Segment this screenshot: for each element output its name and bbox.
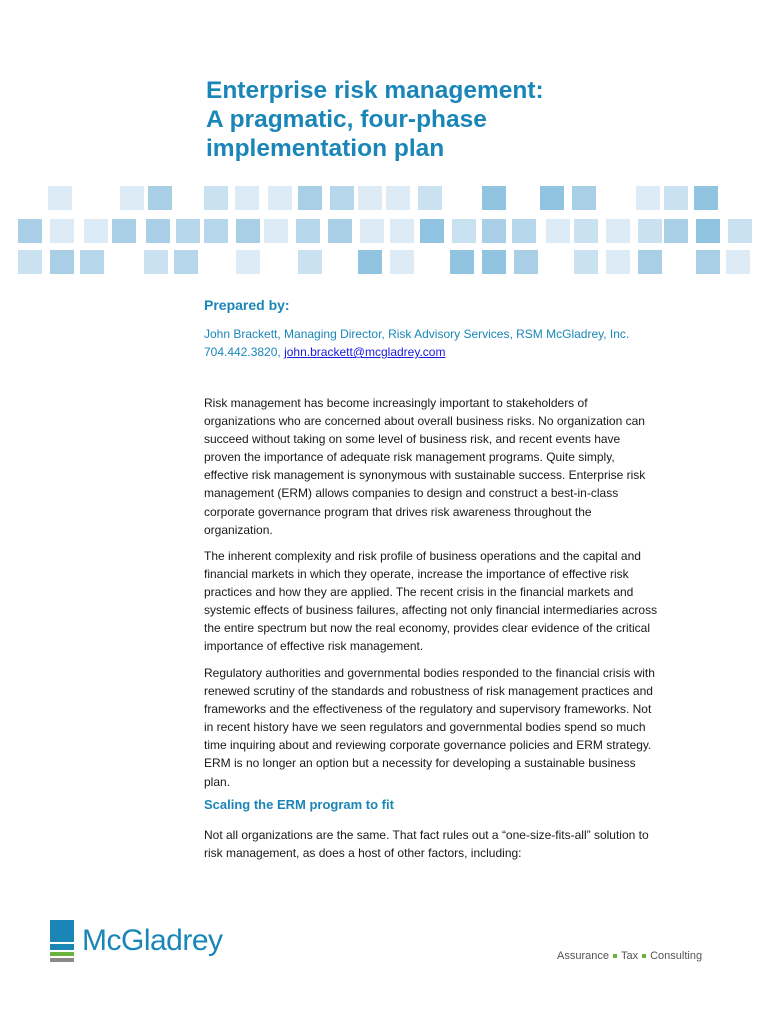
mosaic-square [358, 250, 382, 274]
mosaic-square [18, 219, 42, 243]
logo-wordmark: McGladrey [82, 924, 223, 957]
title-line: Enterprise risk management: [206, 77, 544, 104]
bullet-dot-icon [642, 954, 646, 958]
mosaic-square [120, 186, 144, 210]
mosaic-square [390, 250, 414, 274]
mosaic-square [298, 186, 322, 210]
mosaic-square [606, 219, 630, 243]
mosaic-square [80, 250, 104, 274]
text-line: succeed without taking on some level of business risk, and recent events have [204, 432, 621, 447]
mosaic-square [418, 186, 442, 210]
mosaic-square [204, 186, 228, 210]
paragraph-intro [204, 394, 684, 539]
text-line: management (ERM) allows companies to design and construct a best-in-class [204, 486, 619, 501]
text-line: organization. [204, 522, 273, 537]
text-line: Risk management has become increasingly important to stakeholders of [204, 396, 588, 410]
phone-number: 704.442.3820, [204, 345, 281, 359]
logo-mark-icon [50, 920, 74, 962]
mosaic-square [572, 186, 596, 210]
mosaic-square [696, 250, 720, 274]
text-line: Regulatory authorities and governmental bodies responded to the financial crisis with [204, 666, 655, 680]
text-line: proven the importance of adequate risk management programs. Quite simply, [204, 450, 615, 465]
bullet-dot-icon [613, 954, 617, 958]
mosaic-square [638, 250, 662, 274]
mosaic-square [482, 186, 506, 210]
email-link[interactable]: john.brackett@mcgladrey.com [284, 345, 446, 359]
text-line: The inherent complexity and risk profile of business operations and the capital and [204, 549, 641, 563]
mosaic-square [330, 186, 354, 210]
mosaic-square [298, 250, 322, 274]
tagline-item: Tax [620, 950, 639, 962]
mosaic-square [268, 186, 292, 210]
text-line: renewed scrutiny of the standards and robustness of risk management practices and [204, 684, 653, 699]
mosaic-square [174, 250, 198, 274]
decorative-square-mosaic [0, 180, 768, 280]
mosaic-square [84, 219, 108, 243]
mosaic-square [664, 186, 688, 210]
mosaic-square [50, 250, 74, 274]
mosaic-square [144, 250, 168, 274]
mosaic-square [204, 219, 228, 243]
mosaic-square [236, 250, 260, 274]
text-line: importance of effective risk management. [204, 639, 424, 654]
mosaic-square [296, 219, 320, 243]
mosaic-square [236, 219, 260, 243]
mosaic-square [264, 219, 288, 243]
paragraph-regulatory [204, 664, 684, 791]
mosaic-square [146, 219, 170, 243]
title-line: implementation plan [206, 135, 445, 162]
paragraph-scaling [204, 826, 684, 862]
tagline-item: Assurance [557, 950, 609, 962]
mcgladrey-logo [50, 920, 250, 962]
title-line: A pragmatic, four-phase [206, 106, 487, 133]
mosaic-square [48, 186, 72, 210]
mosaic-square [358, 186, 382, 210]
text-line: risk management, as does a host of other factors, including: [204, 846, 522, 861]
text-line: plan. [204, 774, 231, 789]
mosaic-square [18, 250, 42, 274]
prepared-by-label: Prepared by: [204, 297, 290, 313]
mosaic-square [574, 219, 598, 243]
mosaic-square [546, 219, 570, 243]
mosaic-square [390, 219, 414, 243]
paragraph-complexity [204, 547, 684, 656]
mosaic-square [235, 186, 259, 210]
text-line: frameworks and the effectiveness of the regulatory and supervisory frameworks. Not [204, 702, 652, 717]
author-line: John Brackett, Managing Director, Risk Advisory Services, RSM McGladrey, Inc. [204, 327, 630, 341]
document-title [206, 76, 726, 163]
mosaic-square [420, 219, 444, 243]
text-line: in recent history have we seen regulators and governmental bodies spend so much [204, 720, 646, 735]
mosaic-square [694, 186, 718, 210]
mosaic-square [148, 186, 172, 210]
mosaic-square [574, 250, 598, 274]
text-line: ERM is no longer an option but a necessity for developing a sustainable business [204, 756, 636, 771]
mosaic-square [482, 250, 506, 274]
mosaic-square [606, 250, 630, 274]
text-line: practices and how they are applied. The recent crisis in the financial markets and [204, 585, 634, 600]
mosaic-square [328, 219, 352, 243]
mosaic-square [728, 219, 752, 243]
mosaic-square [50, 219, 74, 243]
text-line: Not all organizations are the same. That fact rules out a “one-size-fits-all” solution to [204, 828, 649, 842]
mosaic-square [514, 250, 538, 274]
mosaic-square [726, 250, 750, 274]
text-line: time inquiring about and reviewing corporate governance policies and ERM strategy. [204, 738, 652, 753]
contact-line [204, 343, 445, 361]
mosaic-square [360, 219, 384, 243]
mosaic-square [112, 219, 136, 243]
mosaic-square [176, 219, 200, 243]
mosaic-square [638, 219, 662, 243]
mosaic-square [664, 219, 688, 243]
mosaic-square [540, 186, 564, 210]
text-line: effective risk management is synonymous with sustainable success. Enterprise risk [204, 468, 646, 483]
text-line: organizations who are concerned about overall business risks. No organization can [204, 414, 645, 429]
mosaic-square [512, 219, 536, 243]
mosaic-square [636, 186, 660, 210]
text-line: systemic effects of business failures, affecting not only financial intermediaries across [204, 603, 658, 618]
mosaic-square [482, 219, 506, 243]
text-line: financial markets in which they operate, increase the importance of effective risk [204, 567, 629, 582]
mosaic-square [696, 219, 720, 243]
text-line: the entire spectrum but now the real economy, provides clear evidence of the critical [204, 621, 651, 636]
service-tagline [557, 950, 702, 962]
mosaic-square [386, 186, 410, 210]
mosaic-square [452, 219, 476, 243]
text-line: corporate governance program that drives risk awareness throughout the [204, 504, 592, 519]
tagline-item: Consulting [650, 950, 703, 962]
mosaic-square [450, 250, 474, 274]
section-heading: Scaling the ERM program to fit [204, 797, 394, 812]
